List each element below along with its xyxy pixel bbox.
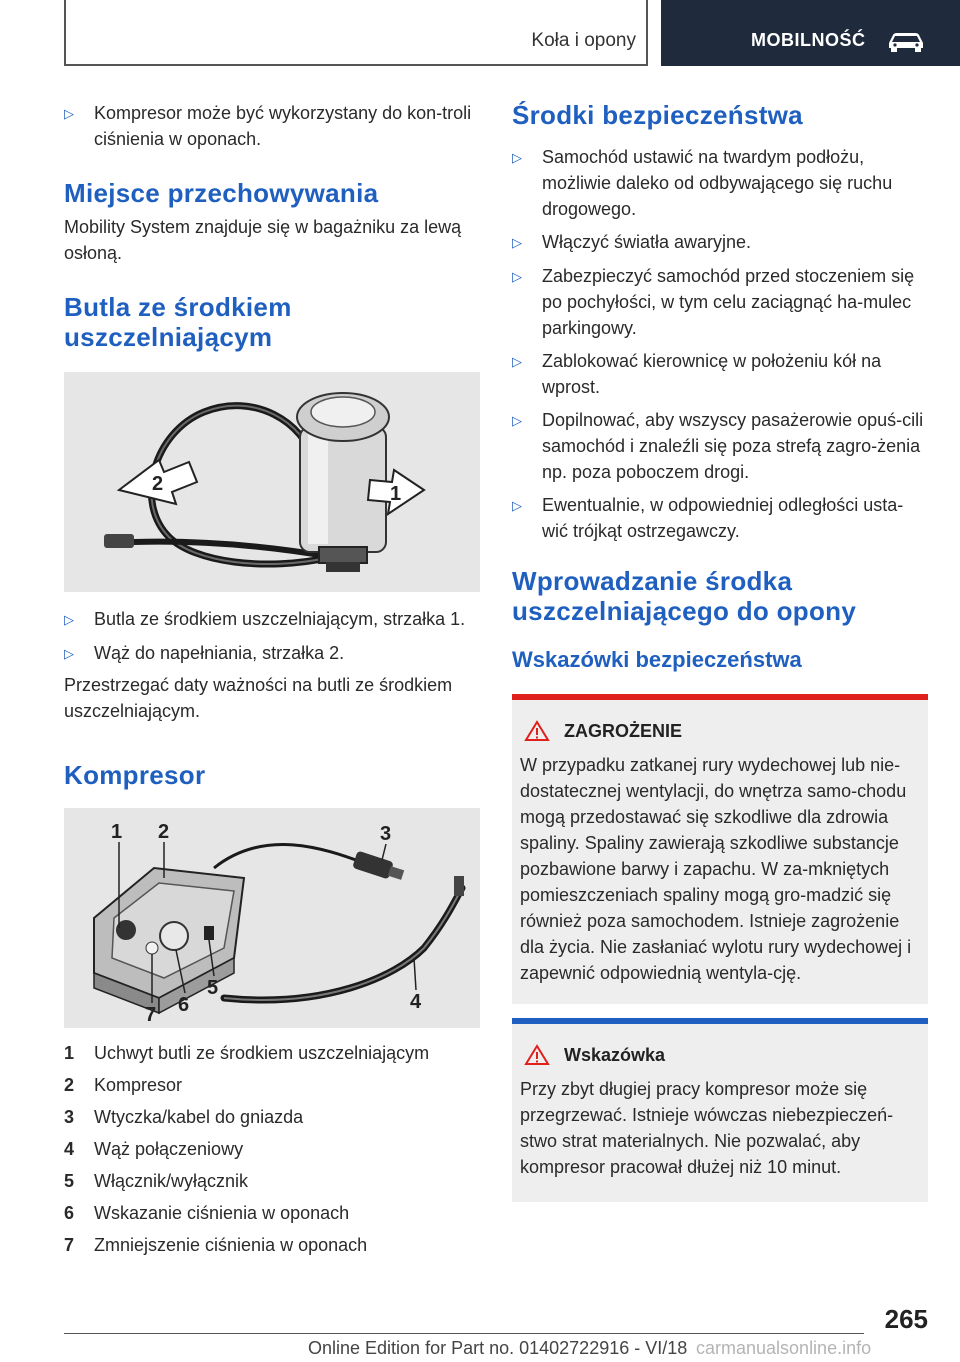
- storage-heading: Miejsce przechowywania: [64, 178, 379, 208]
- list-item: 1 Uchwyt butli ze środkiem uszczelniającym: [64, 1043, 430, 1063]
- warning-triangle-icon: [524, 1044, 550, 1066]
- storage-text: Mobility System znajduje się w bagażniku za lewą osłoną.: [64, 217, 462, 263]
- triangle-bullet-icon: ▷: [512, 498, 522, 513]
- figure-label-6: 6: [178, 994, 190, 1016]
- triangle-bullet-icon: ▷: [64, 106, 74, 121]
- sealant-bottle-illustration: [64, 372, 480, 592]
- compressor-legend: [64, 1040, 480, 1258]
- triangle-bullet-icon: ▷: [64, 646, 74, 661]
- header-rule-left: [64, 0, 66, 66]
- compressor-illustration: [64, 808, 480, 1028]
- figure-label-2: 2: [158, 821, 170, 843]
- triangle-bullet-icon: ▷: [512, 235, 522, 250]
- header-chapter-label: MOBILNOŚĆ: [751, 30, 866, 50]
- expiry-note: Przestrzegać daty ważności na butli ze środkiem uszczelniającym.: [64, 675, 453, 721]
- list-item: 7 Zmniejszenie ciśnienia w oponach: [64, 1235, 368, 1255]
- danger-title: ZAGROŻENIE: [520, 720, 920, 742]
- figure-label-5: 5: [207, 977, 219, 999]
- bottle-figure: [64, 372, 480, 592]
- safety-bullets: [512, 144, 928, 544]
- danger-text: W przypadku zatkanej rury wydechowej lub nie-dostatecznej wentylacji, do wnętrza samo-chodu mogą przedostawać się szkodliwe dla zdrowia spaliny. Spaliny zawierają szkodliwe substancje pozbawione barwy i zapachu. W za-mkniętych pomieszczeniach spaliny mogą gro-madzić się również poza samochodem. Istnieje zagrożenie dla życia. Nie zasłaniać wylotu rury wydechowej i zapewnić odpowiednią wentyla-cję.: [520, 755, 912, 983]
- insert-heading: Wprowadzanie środka uszczelniającego do opony: [512, 566, 857, 626]
- list-item: 5 Włącznik/wyłącznik: [64, 1171, 249, 1191]
- footer-watermark: carmanualsonline.info: [696, 1338, 872, 1358]
- triangle-bullet-icon: ▷: [512, 269, 522, 284]
- bottle-bullets: [64, 606, 480, 667]
- figure-label-2: 2: [152, 473, 164, 495]
- list-item: ▷ Ewentualnie, w odpowiedniej odległości usta-wić trójkąt ostrzegawczy.: [512, 492, 928, 544]
- safety-notes-subheading: Wskazówki bezpieczeństwa: [512, 647, 802, 672]
- note-title: Wskazówka: [520, 1044, 920, 1066]
- figure-label-4: 4: [410, 991, 422, 1013]
- list-item: ▷ Wąż do napełniania, strzałka 2.: [64, 640, 480, 667]
- triangle-bullet-icon: ▷: [512, 150, 522, 165]
- car-icon: [886, 29, 926, 53]
- list-item: 2 Kompresor: [64, 1075, 183, 1095]
- bottle-heading: Butla ze środkiem uszczelniającym: [64, 292, 292, 352]
- figure-label-1: 1: [111, 821, 123, 843]
- footer-edition: Online Edition for Part no. 01402722916 - VI/18: [308, 1338, 688, 1358]
- footer-rule: [64, 1333, 864, 1334]
- compressor-heading: Kompresor: [64, 760, 206, 790]
- compressor-figure: [64, 808, 480, 1028]
- list-item: 6 Wskazanie ciśnienia w oponach: [64, 1203, 350, 1223]
- header-rule-right: [646, 0, 648, 66]
- list-item: ▷ Dopilnować, aby wszyscy pasażerowie opuś-cili samochód i znaleźli się poza strefą zagro-żenia np. poza poboczem drogi.: [512, 407, 928, 485]
- triangle-bullet-icon: ▷: [512, 354, 522, 369]
- figure-label-3: 3: [380, 823, 392, 845]
- left-column: [64, 100, 480, 1264]
- right-column: [512, 100, 928, 1202]
- safety-heading: Środki bezpieczeństwa: [512, 100, 803, 130]
- note-box: [512, 1018, 928, 1202]
- header-rule: [64, 64, 648, 66]
- header-section-title: Koła i opony: [531, 30, 636, 51]
- list-item: ▷ Samochód ustawić na twardym podłożu, możliwie daleko od odbywającego się ruchu drogowego.: [512, 144, 928, 222]
- list-item: ▷ Zabezpieczyć samochód przed stoczeniem się po pochyłości, w tym celu zaciągnąć ha-mulec parkingowy.: [512, 263, 928, 341]
- danger-box: [512, 694, 928, 1004]
- figure-label-7: 7: [145, 1004, 157, 1026]
- warning-triangle-icon: [524, 720, 550, 742]
- note-text: Przy zbyt długiej pracy kompresor może się przegrzewać. Istnieje wówczas niebezpieczeń-stwo strat materialnych. Nie pozwalać, aby kompresor pracował dłużej niż 10 minut.: [520, 1079, 894, 1177]
- figure-label-1: 1: [390, 483, 402, 505]
- page-number: 265: [884, 1304, 928, 1334]
- list-item: ▷ Zablokować kierownicę w położeniu kół na wprost.: [512, 348, 928, 400]
- list-item: 4 Wąż połączeniowy: [64, 1139, 244, 1159]
- list-item: ▷ Włączyć światła awaryjne.: [512, 229, 928, 256]
- triangle-bullet-icon: ▷: [512, 413, 522, 428]
- intro-bullet: ▷ Kompresor może być wykorzystany do kon-troli ciśnienia w oponach.: [64, 100, 480, 152]
- list-item: 3 Wtyczka/kabel do gniazda: [64, 1107, 304, 1127]
- triangle-bullet-icon: ▷: [64, 612, 74, 627]
- list-item: ▷ Butla ze środkiem uszczelniającym, strzałka 1.: [64, 606, 480, 633]
